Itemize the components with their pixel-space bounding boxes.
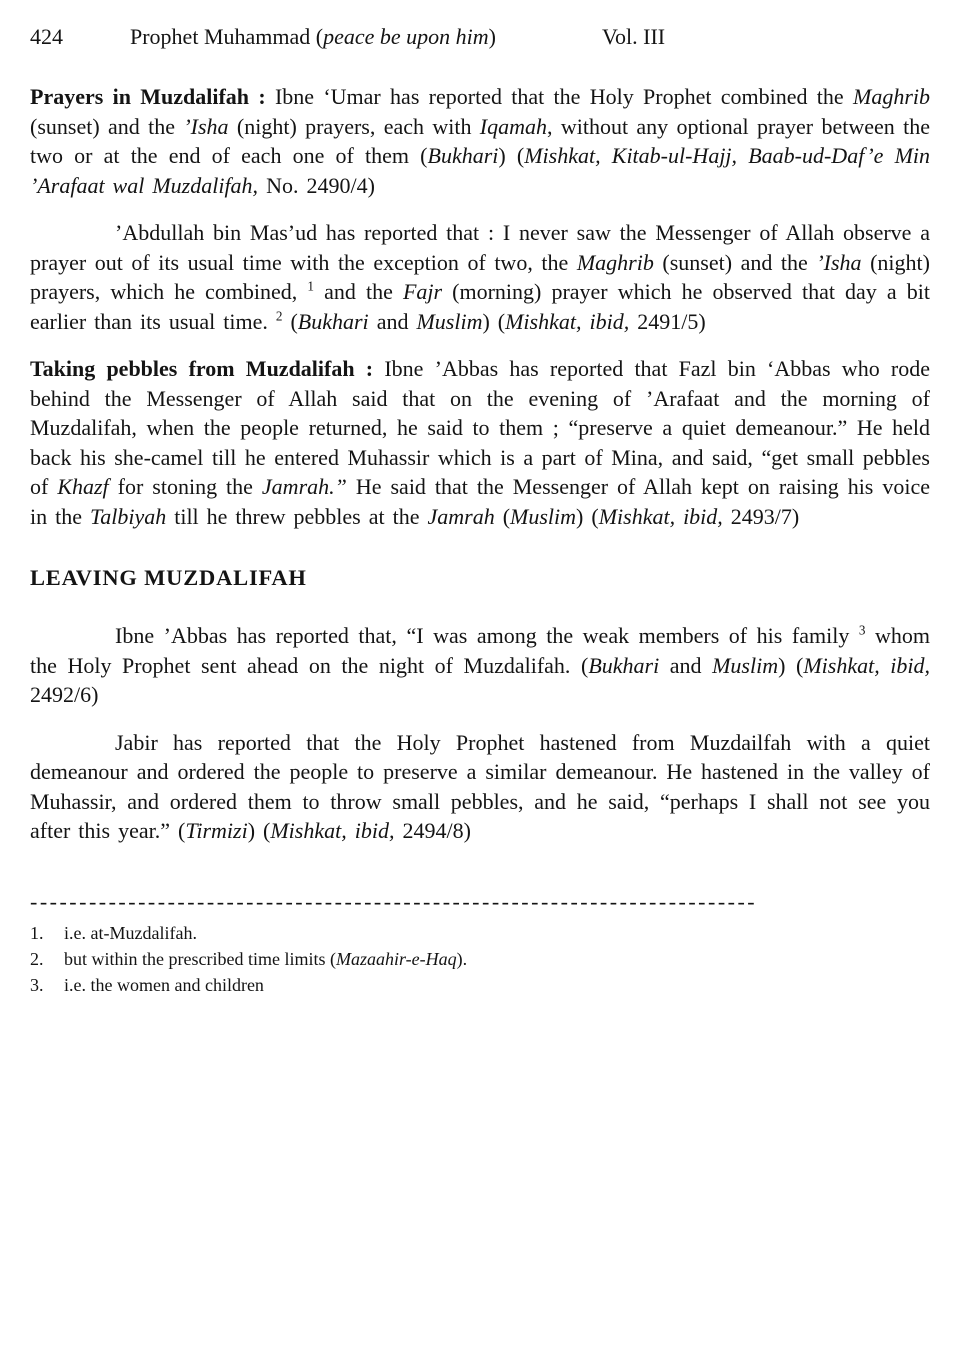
- paragraph-prayers-in-muzdalifah: Prayers in Muzdalifah : Ibne ‘Umar has reported that the Holy Prophet combined the Maghrib (sunset) and the ’Isha (night) prayers, each with Iqamah, without any optional prayer between the two or at the end of each one of them (Bukhari) (Mishkat, Kitab-ul-Hajj, Baab-ud-Daf’e Min ’Arafaat wal Muzdalifah, No. 2490/4): [30, 84, 931, 198]
- footnote-item-1: [30, 920, 930, 946]
- page-header: [30, 24, 930, 50]
- page-number: 424: [30, 24, 63, 49]
- footnote-item-2: [30, 946, 930, 972]
- paragraph-jabir-report: Jabir has reported that the Holy Prophet hastened from Muzdailfah with a quiet demeanour and ordered the people to preserve a similar demeanour. He hastened in the valley of Muhassir, and ordered them to throw small pebbles, and he said, “perhaps I shall not see you after this year.” (Tirmizi) (Mishkat, ibid, 2494/8): [30, 729, 930, 843]
- book-title: Prophet Muhammad (peace be upon him): [130, 24, 496, 49]
- footnote-number: 2.: [30, 948, 44, 969]
- footnote-divider: --------------------------------------------------------------------------: [30, 889, 758, 914]
- footnotes-section: [30, 920, 930, 998]
- footnote-number: 1.: [30, 922, 44, 943]
- volume-label: Vol. III: [601, 24, 666, 49]
- footnote-text: but within the prescribed time limits (Mazaahir-e-Haq).: [64, 948, 468, 969]
- section-heading-leaving-muzdalifah: LEAVING MUZDALIFAH: [30, 565, 307, 590]
- footnote-text: i.e. at-Muzdalifah.: [64, 922, 197, 943]
- paragraph-taking-pebbles-from-muzdalifah: Taking pebbles from Muzdalifah : Ibne ’Abbas has reported that Fazl bin ‘Abbas who rode behind the Messenger of Allah said that on the evening of ’Arafaat and the morning of Muzdalifah, when the people returned, he said to them ; “preserve a quiet demeanour.” He held back his she-camel till he entered Muhassir which is a part of Mina, and said, “get small pebbles of Khazf for stoning the Jamrah.” He said that the Messenger of Allah kept on raising his voice in the Talbiyah till he threw pebbles at the Jamrah (Muslim) (Mishkat, ibid, 2493/7): [30, 356, 931, 529]
- paragraph-abdullah-bin-masud-report: ’Abdullah bin Mas’ud has reported that : I never saw the Messenger of Allah observe a prayer out of its usual time with the exception of two, the Maghrib (sunset) and the ’Isha (night) prayers, which he combined, $^1$ and the Fajr (morning) prayer which he observed that day a bit earlier than its usual time. $^2$ (Bukhari and Muslim) (Mishkat, ibid, 2491/5): [30, 220, 930, 334]
- footnote-text: i.e. the women and children: [64, 974, 264, 995]
- paragraph-ibne-abbas-report: Ibne ’Abbas has reported that, “I was among the weak members of his family $^3$ whom the Holy Prophet sent ahead on the night of Muzdalifah. (Bukhari and Muslim) (Mishkat, ibid, 2492/6): [30, 622, 930, 707]
- footnote-number: 3.: [30, 974, 44, 995]
- footnote-item-3: [30, 972, 930, 998]
